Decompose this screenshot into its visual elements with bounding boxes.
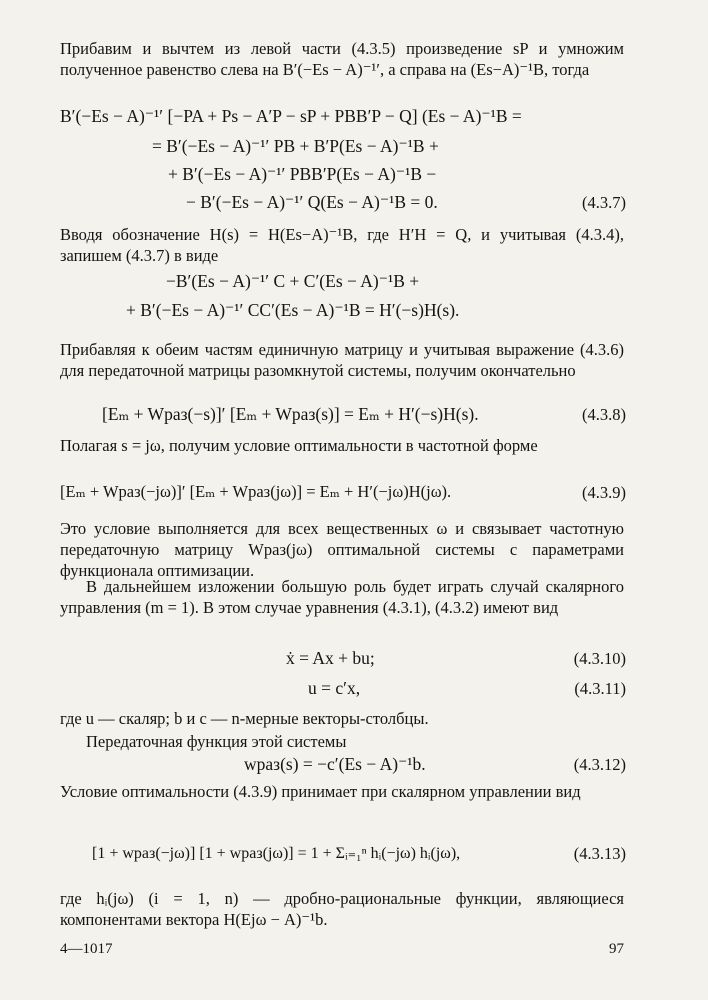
paragraph-6: В дальнейшем изложении большую роль будет играть случай скалярного управления (m = 1). В этом случае уравнения (4.3.1), (4.3.2) имеют вид bbox=[60, 577, 624, 617]
paragraph-8: Передаточная функция этой системы bbox=[86, 732, 347, 751]
paragraph-5: Это условие выполняется для всех вещественных ω и связывает частотную передаточную матрицу Wраз(jω) оптимальной системы с параметрами функционала оптимизации. bbox=[60, 519, 624, 580]
paragraph-10: где hᵢ(jω) (i = 1, n) — дробно-рациональные функции, являющиеся компонентами вектора H(Ejω − A)⁻¹b. bbox=[60, 889, 624, 929]
equation-4-3-12: wраз(s) = −c′(Es − A)⁻¹b. bbox=[244, 754, 426, 774]
paragraph-2: Вводя обозначение H(s) = H(Es−A)⁻¹B, где H′H = Q, и учитывая (4.3.4), запишем (4.3.7) в виде bbox=[60, 225, 624, 265]
paragraph-9: Условие оптимальности (4.3.9) принимает при скалярном управлении вид bbox=[60, 782, 581, 801]
equation-4-3-8: [Eₘ + Wраз(−s)]′ [Eₘ + Wраз(s)] = Eₘ + H′(−s)H(s). bbox=[102, 404, 479, 424]
equation-substituted-line-1: −B′(Es − A)⁻¹′ C + C′(Es − A)⁻¹B + bbox=[166, 271, 420, 291]
equation-4-3-13: [1 + wраз(−jω)] [1 + wраз(jω)] = 1 + Σᵢ₌₁ⁿ hᵢ(−jω) hᵢ(jω), bbox=[92, 845, 461, 862]
paragraph-4: Полагая s = jω, получим условие оптимальности в частотной форме bbox=[60, 436, 538, 455]
equation-4-3-7-line-2: = B′(−Es − A)⁻¹′ PB + B′P(Es − A)⁻¹B + bbox=[152, 136, 439, 156]
equation-4-3-9: [Eₘ + Wраз(−jω)]′ [Eₘ + Wраз(jω)] = Eₘ + H′(−jω)H(jω). bbox=[60, 482, 452, 501]
printer-signature: 4—1017 bbox=[60, 941, 113, 957]
equation-number-4-3-9: (4.3.9) bbox=[582, 483, 626, 502]
equation-number-4-3-12: (4.3.12) bbox=[573, 755, 626, 774]
equation-4-3-7-line-3: + B′(−Es − A)⁻¹′ PBB′P(Es − A)⁻¹B − bbox=[168, 164, 437, 184]
equation-number-4-3-10: (4.3.10) bbox=[573, 649, 626, 668]
paragraph-3: Прибавляя к обеим частям единичную матрицу и учитывая выражение (4.3.6) для передаточной матрицы разомкнутой системы, получим окончательно bbox=[60, 340, 624, 380]
equation-substituted-line-2: + B′(−Es − A)⁻¹′ CC′(Es − A)⁻¹B = H′(−s)H(s). bbox=[126, 300, 460, 320]
equation-number-4-3-13: (4.3.13) bbox=[573, 844, 626, 863]
equation-4-3-11: u = c′x, bbox=[308, 678, 361, 698]
paragraph-7: где u — скаляр; b и c — n-мерные векторы-столбцы. bbox=[60, 709, 429, 728]
equation-4-3-7-line-4: − B′(−Es − A)⁻¹′ Q(Es − A)⁻¹B = 0. bbox=[186, 192, 438, 212]
equation-number-4-3-11: (4.3.11) bbox=[574, 679, 626, 698]
equation-4-3-10: ẋ = Ax + bu; bbox=[286, 648, 375, 668]
page-number: 97 bbox=[609, 941, 624, 957]
equation-4-3-7-line-1: B′(−Es − A)⁻¹′ [−PA + Ps − A′P − sP + PBB′P − Q] (Es − A)⁻¹B = bbox=[60, 106, 522, 126]
equation-number-4-3-8: (4.3.8) bbox=[582, 405, 626, 424]
paragraph-1: Прибавим и вычтем из левой части (4.3.5) произведение sP и умножим полученное равенство слева на B′(−Es − A)⁻¹′, а справа на (Es−A)⁻¹B, тогда bbox=[60, 39, 624, 79]
equation-number-4-3-7: (4.3.7) bbox=[582, 193, 626, 212]
